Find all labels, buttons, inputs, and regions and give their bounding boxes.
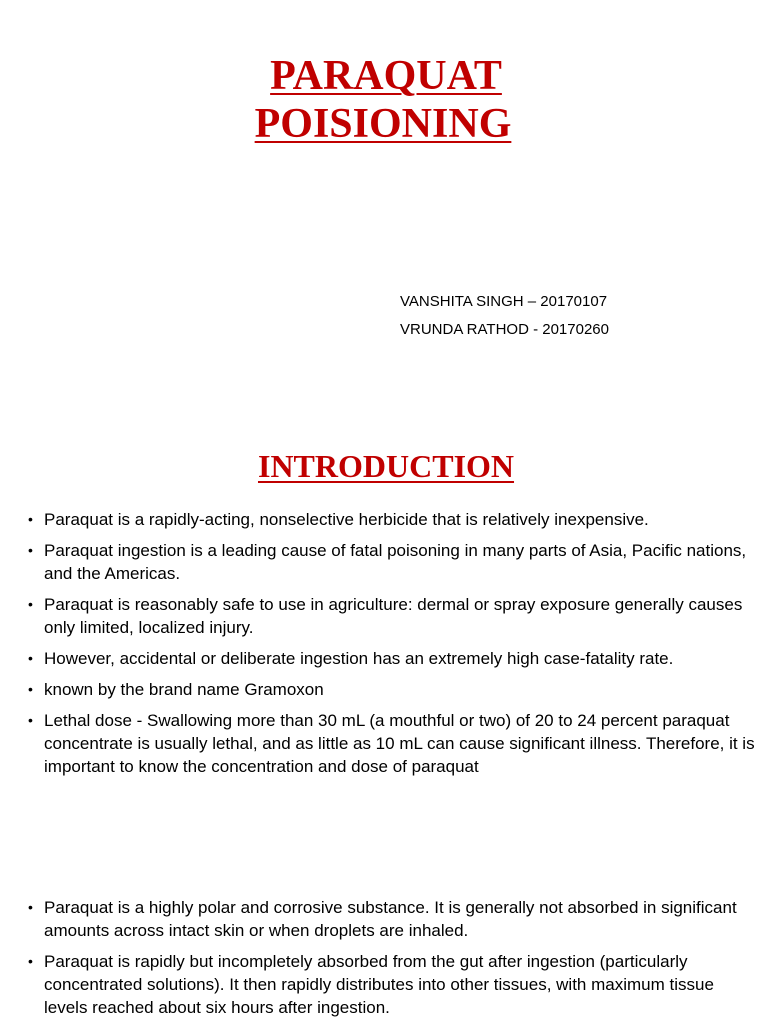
list-item-text: However, accidental or deliberate ingestion has an extremely high case-fatality rate. — [44, 649, 674, 668]
list-item — [28, 709, 758, 778]
list-item — [28, 539, 758, 585]
title-line-1: PARAQUAT — [270, 53, 502, 99]
list-item-text: Lethal dose - Swallowing more than 30 mL (a mouthful or two) of 20 to 24 percent paraquat concentrate is usually lethal, and as little as 10 mL can cause significant illness. Therefore, it is important to know the concentration and dose of paraquat — [44, 711, 755, 776]
list-item-text: known by the brand name Gramoxon — [44, 680, 324, 699]
intro-bullet-list — [28, 508, 758, 786]
author-1: VANSHITA SINGH – 20170107 — [400, 293, 608, 310]
list-item-text: Paraquat is rapidly but incompletely absorbed from the gut after ingestion (particularly concentrated solutions). It then rapidly distributes into other tissues, with maximum tissue levels reached about six hours after ingestion. — [44, 952, 714, 1017]
list-item-text: Paraquat is reasonably safe to use in agriculture: dermal or spray exposure generally causes only limited, localized injury. — [44, 595, 743, 637]
author-list — [400, 288, 609, 344]
bullet-icon: • — [28, 681, 33, 697]
title-line-2: POISIONING — [254, 101, 512, 147]
list-item — [28, 678, 758, 701]
author-2: VRUNDA RATHOD - 20170260 — [400, 321, 609, 338]
list-item — [28, 950, 758, 1019]
bullet-icon: • — [28, 542, 33, 558]
list-item — [28, 896, 758, 942]
bullet-icon: • — [28, 596, 33, 612]
page-title — [0, 52, 768, 148]
list-item — [28, 647, 758, 670]
bullet-icon: • — [28, 953, 33, 969]
section-heading — [0, 446, 768, 486]
section-heading-text: INTRODUCTION — [257, 448, 515, 484]
list-item-text: Paraquat is a rapidly-acting, nonselective herbicide that is relatively inexpensive. — [44, 510, 649, 529]
absorption-bullet-list — [28, 896, 758, 1024]
bullet-icon: • — [28, 712, 33, 728]
list-item-text: Paraquat is a highly polar and corrosive substance. It is generally not absorbed in significant amounts across intact skin or when droplets are inhaled. — [44, 898, 737, 940]
list-item — [28, 593, 758, 639]
bullet-icon: • — [28, 650, 33, 666]
list-item-text: Paraquat ingestion is a leading cause of fatal poisoning in many parts of Asia, Pacific nations, and the Americas. — [44, 541, 747, 583]
bullet-icon: • — [28, 511, 33, 527]
bullet-icon: • — [28, 899, 33, 915]
list-item — [28, 508, 758, 531]
